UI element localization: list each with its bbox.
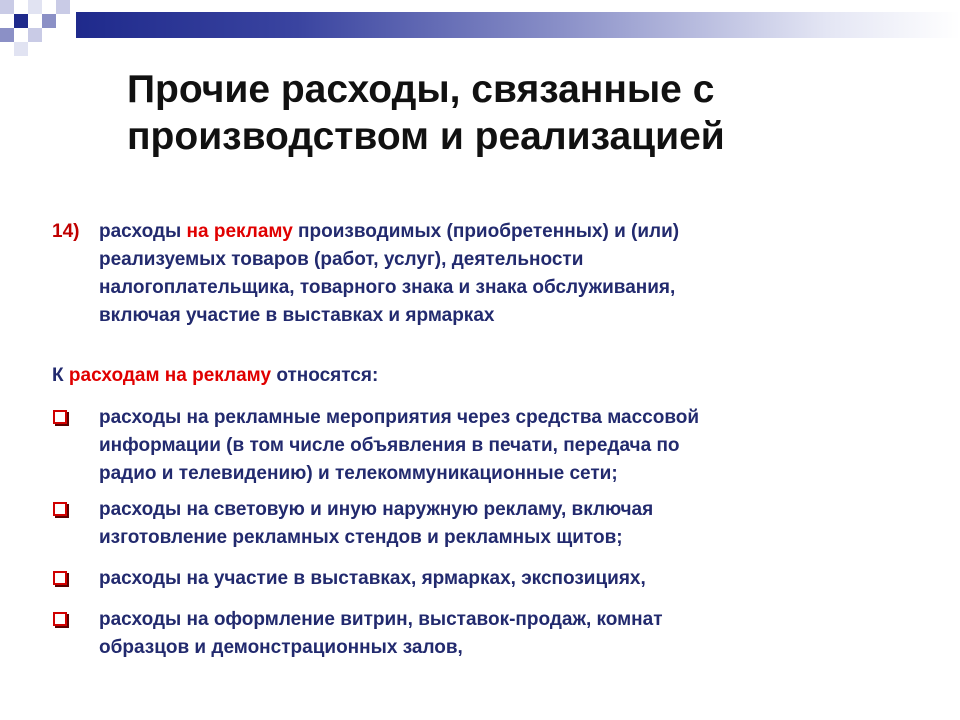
item-text-before: расходы — [99, 221, 187, 242]
checkbox-bullet-icon — [53, 410, 67, 424]
item-line: реализуемых товаров (работ, услуг), деятельности — [99, 249, 584, 270]
list-item — [52, 606, 852, 662]
bullet-line: образцов и демонстрационных залов, — [99, 637, 463, 658]
slide-title-line: производством и реализацией — [127, 115, 725, 158]
header-gradient-band — [76, 12, 960, 38]
checkbox-bullet-icon — [53, 502, 67, 516]
bullet-line: расходы на оформление витрин, выставок-продаж, комнат — [99, 609, 663, 630]
intro-highlight: расходам на рекламу — [68, 365, 272, 386]
item-text — [99, 218, 872, 330]
list-item — [52, 565, 852, 593]
decor-square — [14, 42, 28, 56]
bullet-line: расходы на участие в выставках, ярмарках, экспозициях, — [99, 568, 646, 589]
bullet-line: информации (в том числе объявления в печати, передача по — [99, 435, 680, 456]
decor-square — [0, 0, 14, 14]
bullet-line: радио и телевидению) и телекоммуникационные сети; — [99, 463, 618, 484]
item-line: включая участие в выставках и ярмарках — [99, 305, 495, 326]
decor-square — [28, 0, 42, 14]
numbered-item-14 — [52, 218, 872, 330]
intro-suffix: относятся: — [271, 365, 379, 386]
intro-prefix: К — [52, 365, 69, 386]
item-text-after: производимых (приобретенных) и (или) — [292, 221, 680, 242]
decor-square — [42, 14, 56, 28]
bullet-list — [52, 404, 852, 662]
decor-square — [56, 0, 70, 14]
list-item — [52, 496, 852, 552]
item-line: налогоплательщика, товарного знака и знака обслуживания, — [99, 277, 676, 298]
bullet-line: расходы на рекламные мероприятия через средства массовой — [99, 407, 700, 428]
decor-square — [14, 14, 28, 28]
item-line — [99, 218, 872, 246]
item-number: 14) — [52, 221, 80, 242]
slide-title-line: Прочие расходы, связанные с — [127, 68, 715, 111]
decor-square — [28, 28, 42, 42]
bullet-line: расходы на световую и иную наружную рекламу, включая — [99, 499, 654, 520]
decor-square — [0, 28, 14, 42]
checkbox-bullet-icon — [53, 612, 67, 626]
checkbox-bullet-icon — [53, 571, 67, 585]
bullets-intro — [52, 362, 378, 390]
bullet-line: изготовление рекламных стендов и рекламных щитов; — [99, 527, 623, 548]
slide-decoration — [0, 0, 960, 60]
list-item — [52, 404, 852, 488]
slide-title — [127, 66, 907, 160]
item-highlight: на рекламу — [186, 221, 293, 242]
